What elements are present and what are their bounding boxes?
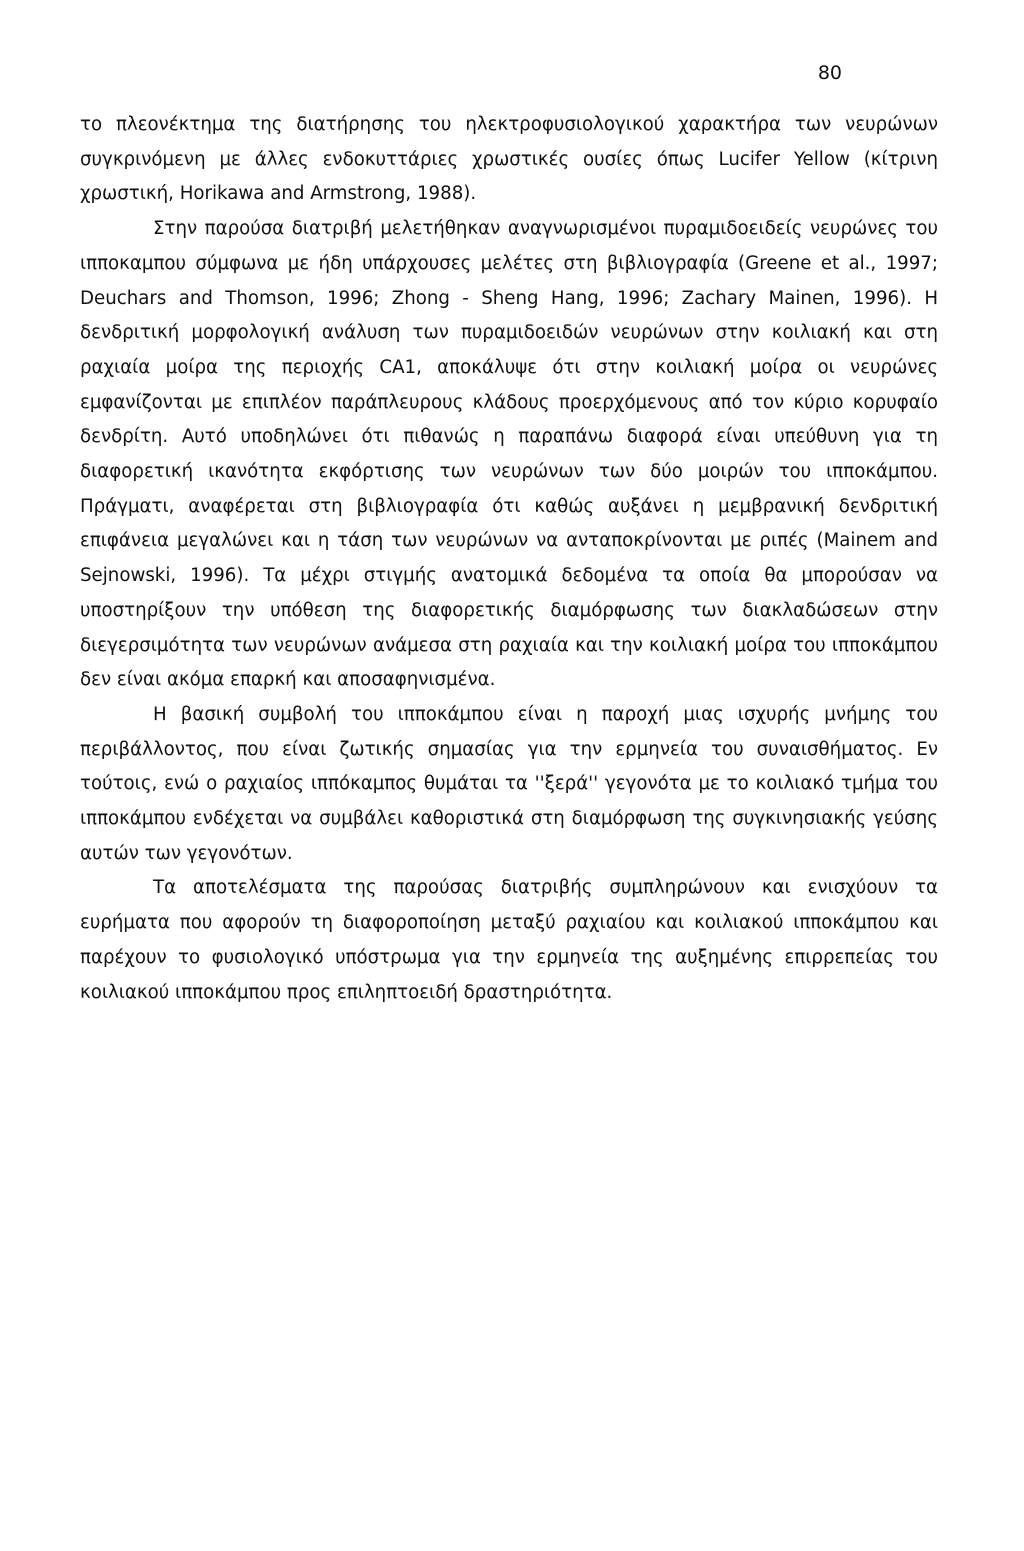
- paragraph-continuation: το πλεονέκτημα της διατήρησης του ηλεκτροφυσιολογικού χαρακτήρα των νευρώνων συγκρινόμενη με άλλες ενδοκυττάριες χρωστικές ουσίες όπως Lucifer Yellow (κίτρινη χρωστική, Horikawa and Armstrong, 1988).: [80, 114, 938, 205]
- page-number: 80: [817, 62, 842, 84]
- paragraph-dendritic-morphology: Στην παρούσα διατριβή μελετήθηκαν αναγνωρισμένοι πυραμιδοειδείς νευρώνες του ιπποκαμπου σύμφωνα με ήδη υπάρχουσες μελέτες στη βιβλιογραφία (Greene et al., 1997; Deuchars and Thomson, 1996; Zhong - Sheng Hang, 1996; Zachary Mainen, 1996). Η δενδριτική μορφολογική ανάλυση των πυραμιδοειδών νευρώνων στην κοιλιακή και στη ραχιαία μοίρα της περιοχής CA1, αποκάλυψε ότι στην κοιλιακή μοίρα οι νευρώνες εμφανίζονται με επιπλέον παράπλευρους κλάδους προερχόμενους από τον κύριο κορυφαίο δενδρίτη. Αυτό υποδηλώνει ότι πιθανώς η παραπάνω διαφορά είναι υπεύθυνη για τη διαφορετική ικανότητα εκφόρτισης των νευρώνων των δύο μοιρών του ιπποκάμπου. Πράγματι, αναφέρεται στη βιβλιογραφία ότι καθώς αυξάνει η μεμβρανική δενδριτική επιφάνεια μεγαλώνει και η τάση των νευρώνων να ανταποκρίνονται με ριπές (Mainem and Sejnowski, 1996). Τα μέχρι στιγμής ανατομικά δεδομένα τα οποία θα μπορούσαν να υποστηρίξουν την υπόθεση της διαφορετικής διαμόρφωσης των διακλαδώσεων στην διεγερσιμότητα των νευρώνων ανάμεσα στη ραχιαία και την κοιλιακή μοίρα του ιπποκάμπου δεν είναι ακόμα επαρκή και αποσαφηνισμένα.: [80, 218, 938, 691]
- body-text: [80, 108, 938, 1010]
- paragraph-hippocampus-contribution: Η βασική συμβολή του ιπποκάμπου είναι η παροχή μιας ισχυρής μνήμης του περιβάλλοντος, που είναι ζωτικής σημασίας για την ερμηνεία του συναισθήματος. Εν τούτοις, ενώ ο ραχιαίος ιππόκαμπος θυμάται τα ''ξερά'' γεγονότα με το κοιλιακό τμήμα του ιπποκάμπου ενδέχεται να συμβάλει καθοριστικά στη διαμόρφωση της συγκινησιακής γεύσης αυτών των γεγονότων.: [80, 703, 938, 864]
- paragraph-conclusions: Τα αποτελέσματα της παρούσας διατριβής συμπληρώνουν και ενισχύουν τα ευρήματα που αφορούν τη διαφοροποίηση μεταξύ ραχιαίου και κοιλιακού ιπποκάμπου και παρέχουν το φυσιολογικό υπόστρωμα για την ερμηνεία της αυξημένης επιρρεπείας του κοιλιακού ιπποκάμπου προς επιληπτοειδή δραστηριότητα.: [80, 877, 938, 1003]
